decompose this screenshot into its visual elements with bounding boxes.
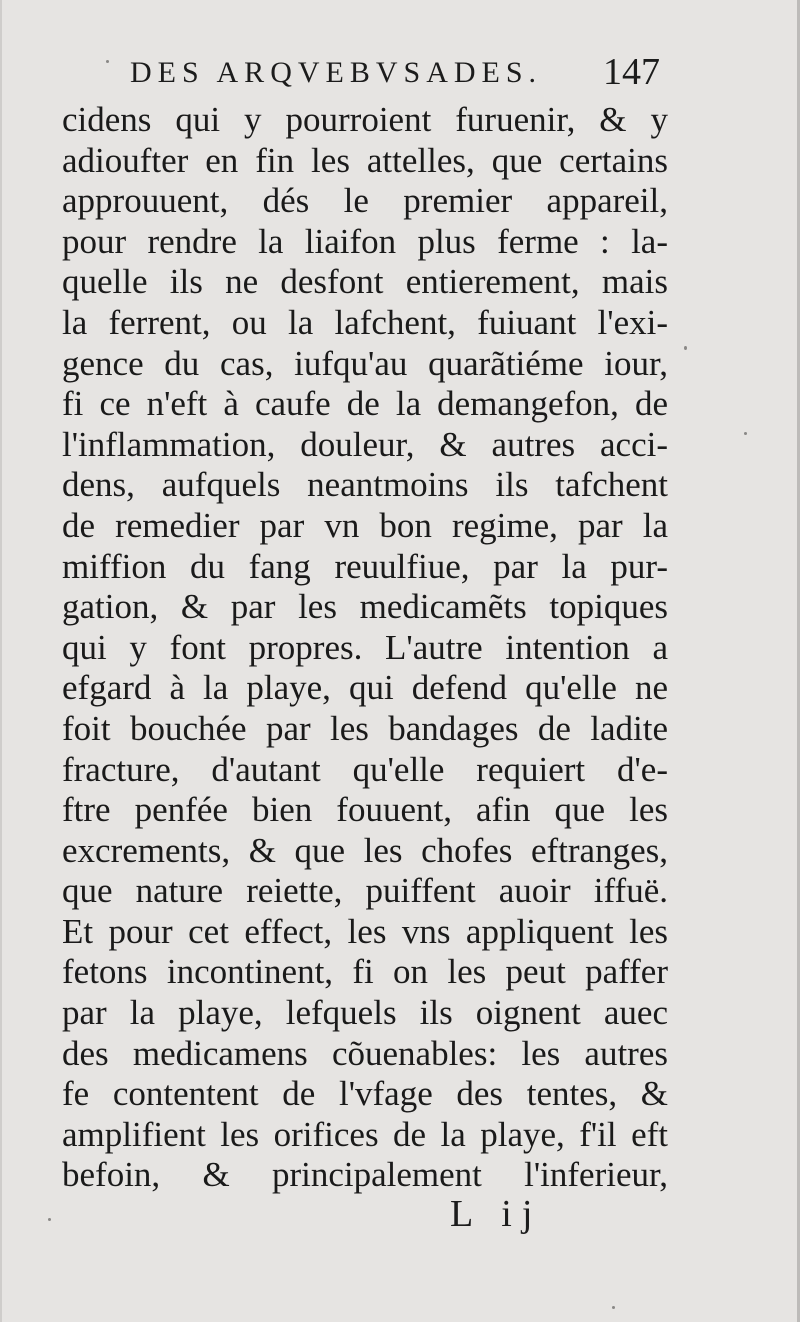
text-line: fi ce n'eft à caufe de la demangefon, de	[62, 384, 668, 424]
paper-speck	[48, 1218, 51, 1221]
text-line: quelle ils ne desfont entierement, mais	[62, 262, 668, 302]
text-line: fracture, d'autant qu'elle requiert d'e-	[62, 749, 668, 789]
text-line: Et pour cet effect, les vns appliquent les	[62, 911, 668, 951]
text-line: l'inflammation, douleur, & autres acci-	[62, 424, 668, 464]
paper-speck	[684, 346, 687, 350]
running-title: DES ARQVEBVSADES.	[130, 56, 543, 89]
text-line: cidens qui y pourroient furuenir, & y	[62, 100, 668, 139]
running-head	[130, 50, 660, 100]
text-line: ftre penfée bien fouuent, afin que les	[62, 790, 668, 830]
paper-speck	[106, 60, 109, 63]
text-line: de remedier par vn bon regime, par la	[62, 505, 668, 545]
text-line: la ferrent, ou la lafchent, fuiuant l'exi-	[62, 302, 668, 342]
paper-speck	[744, 432, 747, 435]
paper-speck	[612, 1306, 615, 1309]
text-line: excrements, & que les chofes eftranges,	[62, 830, 668, 870]
text-line: par la playe, lefquels ils oignent auec	[62, 993, 668, 1033]
text-line: adioufter en fin les attelles, que certains	[62, 140, 668, 180]
text-line: fe contentent de l'vfage des tentes, &	[62, 1074, 668, 1114]
text-line: gation, & par les medicamẽts topiques	[62, 587, 668, 627]
text-line: befoin, & principalement l'inferieur,	[62, 1155, 668, 1195]
text-line: que nature reiette, puiffent auoir iffuë.	[62, 871, 668, 911]
text-line: des medicamens cõuenables: les autres	[62, 1033, 668, 1073]
page-number: 147	[603, 51, 660, 93]
text-line: efgard à la playe, qui defend qu'elle ne	[62, 668, 668, 708]
text-line: miffion du fang reuulfiue, par la pur-	[62, 546, 668, 586]
text-line: approuuent, dés le premier appareil,	[62, 181, 668, 221]
text-line: qui y font propres. L'autre intention a	[62, 627, 668, 667]
body-text	[62, 100, 668, 1196]
text-line: pour rendre la liaifon plus ferme : la-	[62, 221, 668, 261]
text-line: amplifient les orifices de la playe, f'il eft	[62, 1114, 668, 1154]
text-line: gence du cas, iufqu'au quarãtiéme iour,	[62, 343, 668, 383]
text-line: fetons incontinent, fi on les peut paffer	[62, 952, 668, 992]
text-line: dens, aufquels neantmoins ils tafchent	[62, 465, 668, 505]
signature-mark: L ij	[450, 1193, 543, 1235]
text-line: foit bouchée par les bandages de ladite	[62, 708, 668, 748]
